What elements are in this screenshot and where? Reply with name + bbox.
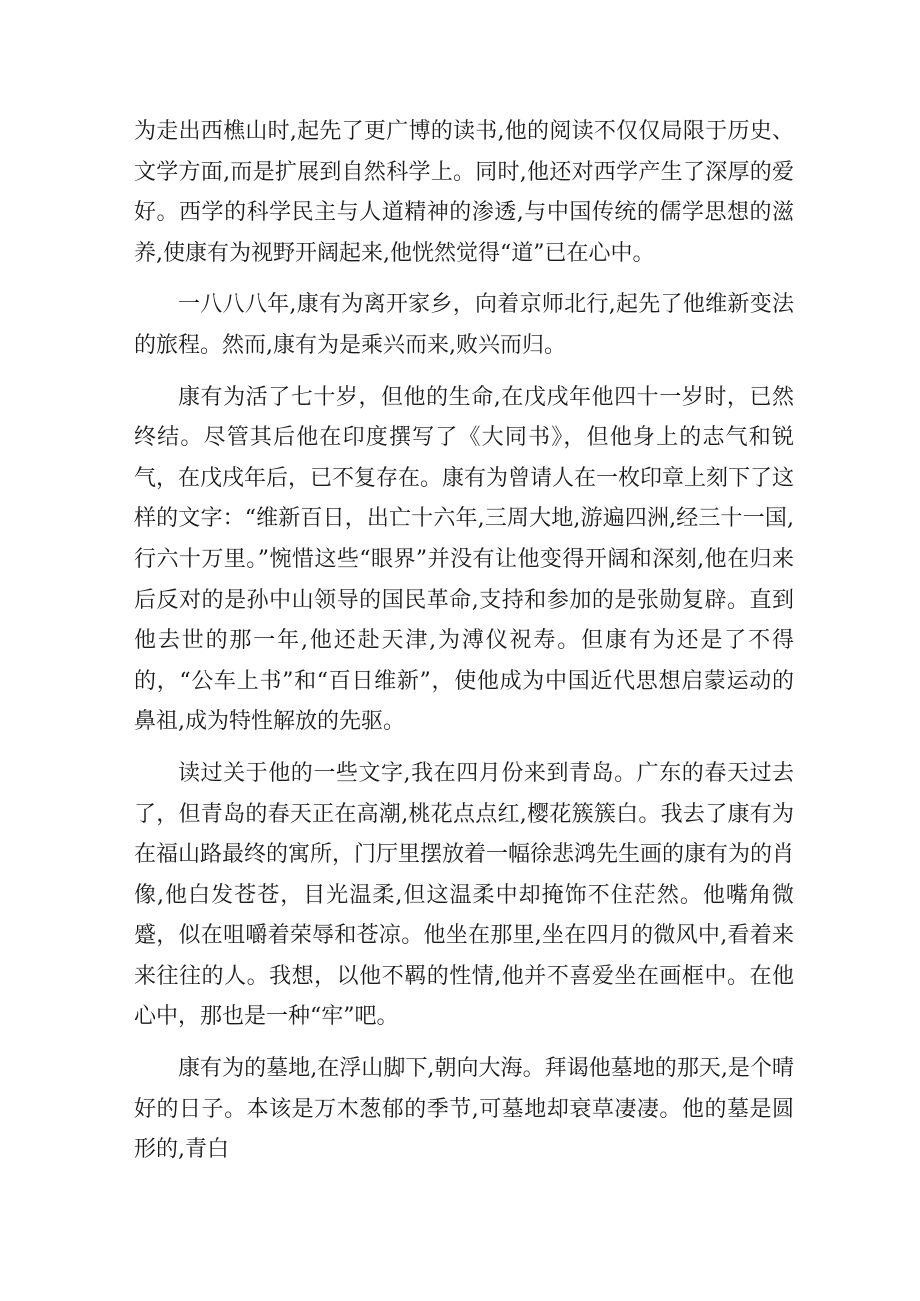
paragraph-5: 康有为的墓地,在浮山脚下,朝向大海。拜谒他墓地的那天,是个晴好的日子。本该是万木葱郁的季节,可墓地却衰草凄凄。他的墓是圆形的,青白 <box>134 1056 794 1163</box>
paragraph-3: 康有为活了七十岁，但他的生命,在戊戌年他四十一岁时，已然终结。尽管其后他在印度撰写了《大同书》，但他身上的志气和锐气，在戊戌年后，已不复存在。康有为曾请人在一枚印章上刻下了这样的文字：“维新百日，出亡十六年,三周大地,游遍四洲,经三十一国,行六十万里。”惋惜这些“眼界”并没有让他变得开阔和深刻,他在归来后反对的是孙中山领导的国民革命,支持和参加的是张勋复辟。直到他去世的那一年,他还赴天津,为溥仪祝寿。但康有为还是了不得的，“公车上书”和“百日维新”，使他成为中国近代思想启蒙运动的鼻祖,成为特性解放的先驱。 <box>134 384 795 735</box>
paragraph-2: 一八八八年,康有为离开家乡，向着京师北行,起先了他维新变法的旅程。然而,康有为是乘兴而来,败兴而归。 <box>134 292 794 358</box>
paragraph-4: 读过关于他的一些文字,我在四月份来到青岛。广东的春天过去了，但青岛的春天正在高潮,桃花点点红,樱花簇簇白。我去了康有为在福山路最终的寓所，门厅里摆放着一幅徐悲鸿先生画的康有为的肖像,他白发苍苍，目光温柔,但这温柔中却掩饰不住茫然。他嘴角微蹙，似在咀嚼着荣辱和苍凉。他坐在那里,坐在四月的微风中,看着来来往往的人。我想，以他不羁的性情,他并不喜爱坐在画框中。在他心中，那也是一种“牢”吧。 <box>134 760 795 1030</box>
document-body <box>134 112 794 1171</box>
paragraph-1: 为走出西樵山时,起先了更广博的读书,他的阅读不仅仅局限于历史、文学方面,而是扩展到自然科学上。同时,他还对西学产生了深厚的爱好。西学的科学民主与人道精神的渗透,与中国传统的儒学思想的滋养,使康有为视野开阔起来,他恍然觉得“道”已在心中。 <box>134 119 794 266</box>
